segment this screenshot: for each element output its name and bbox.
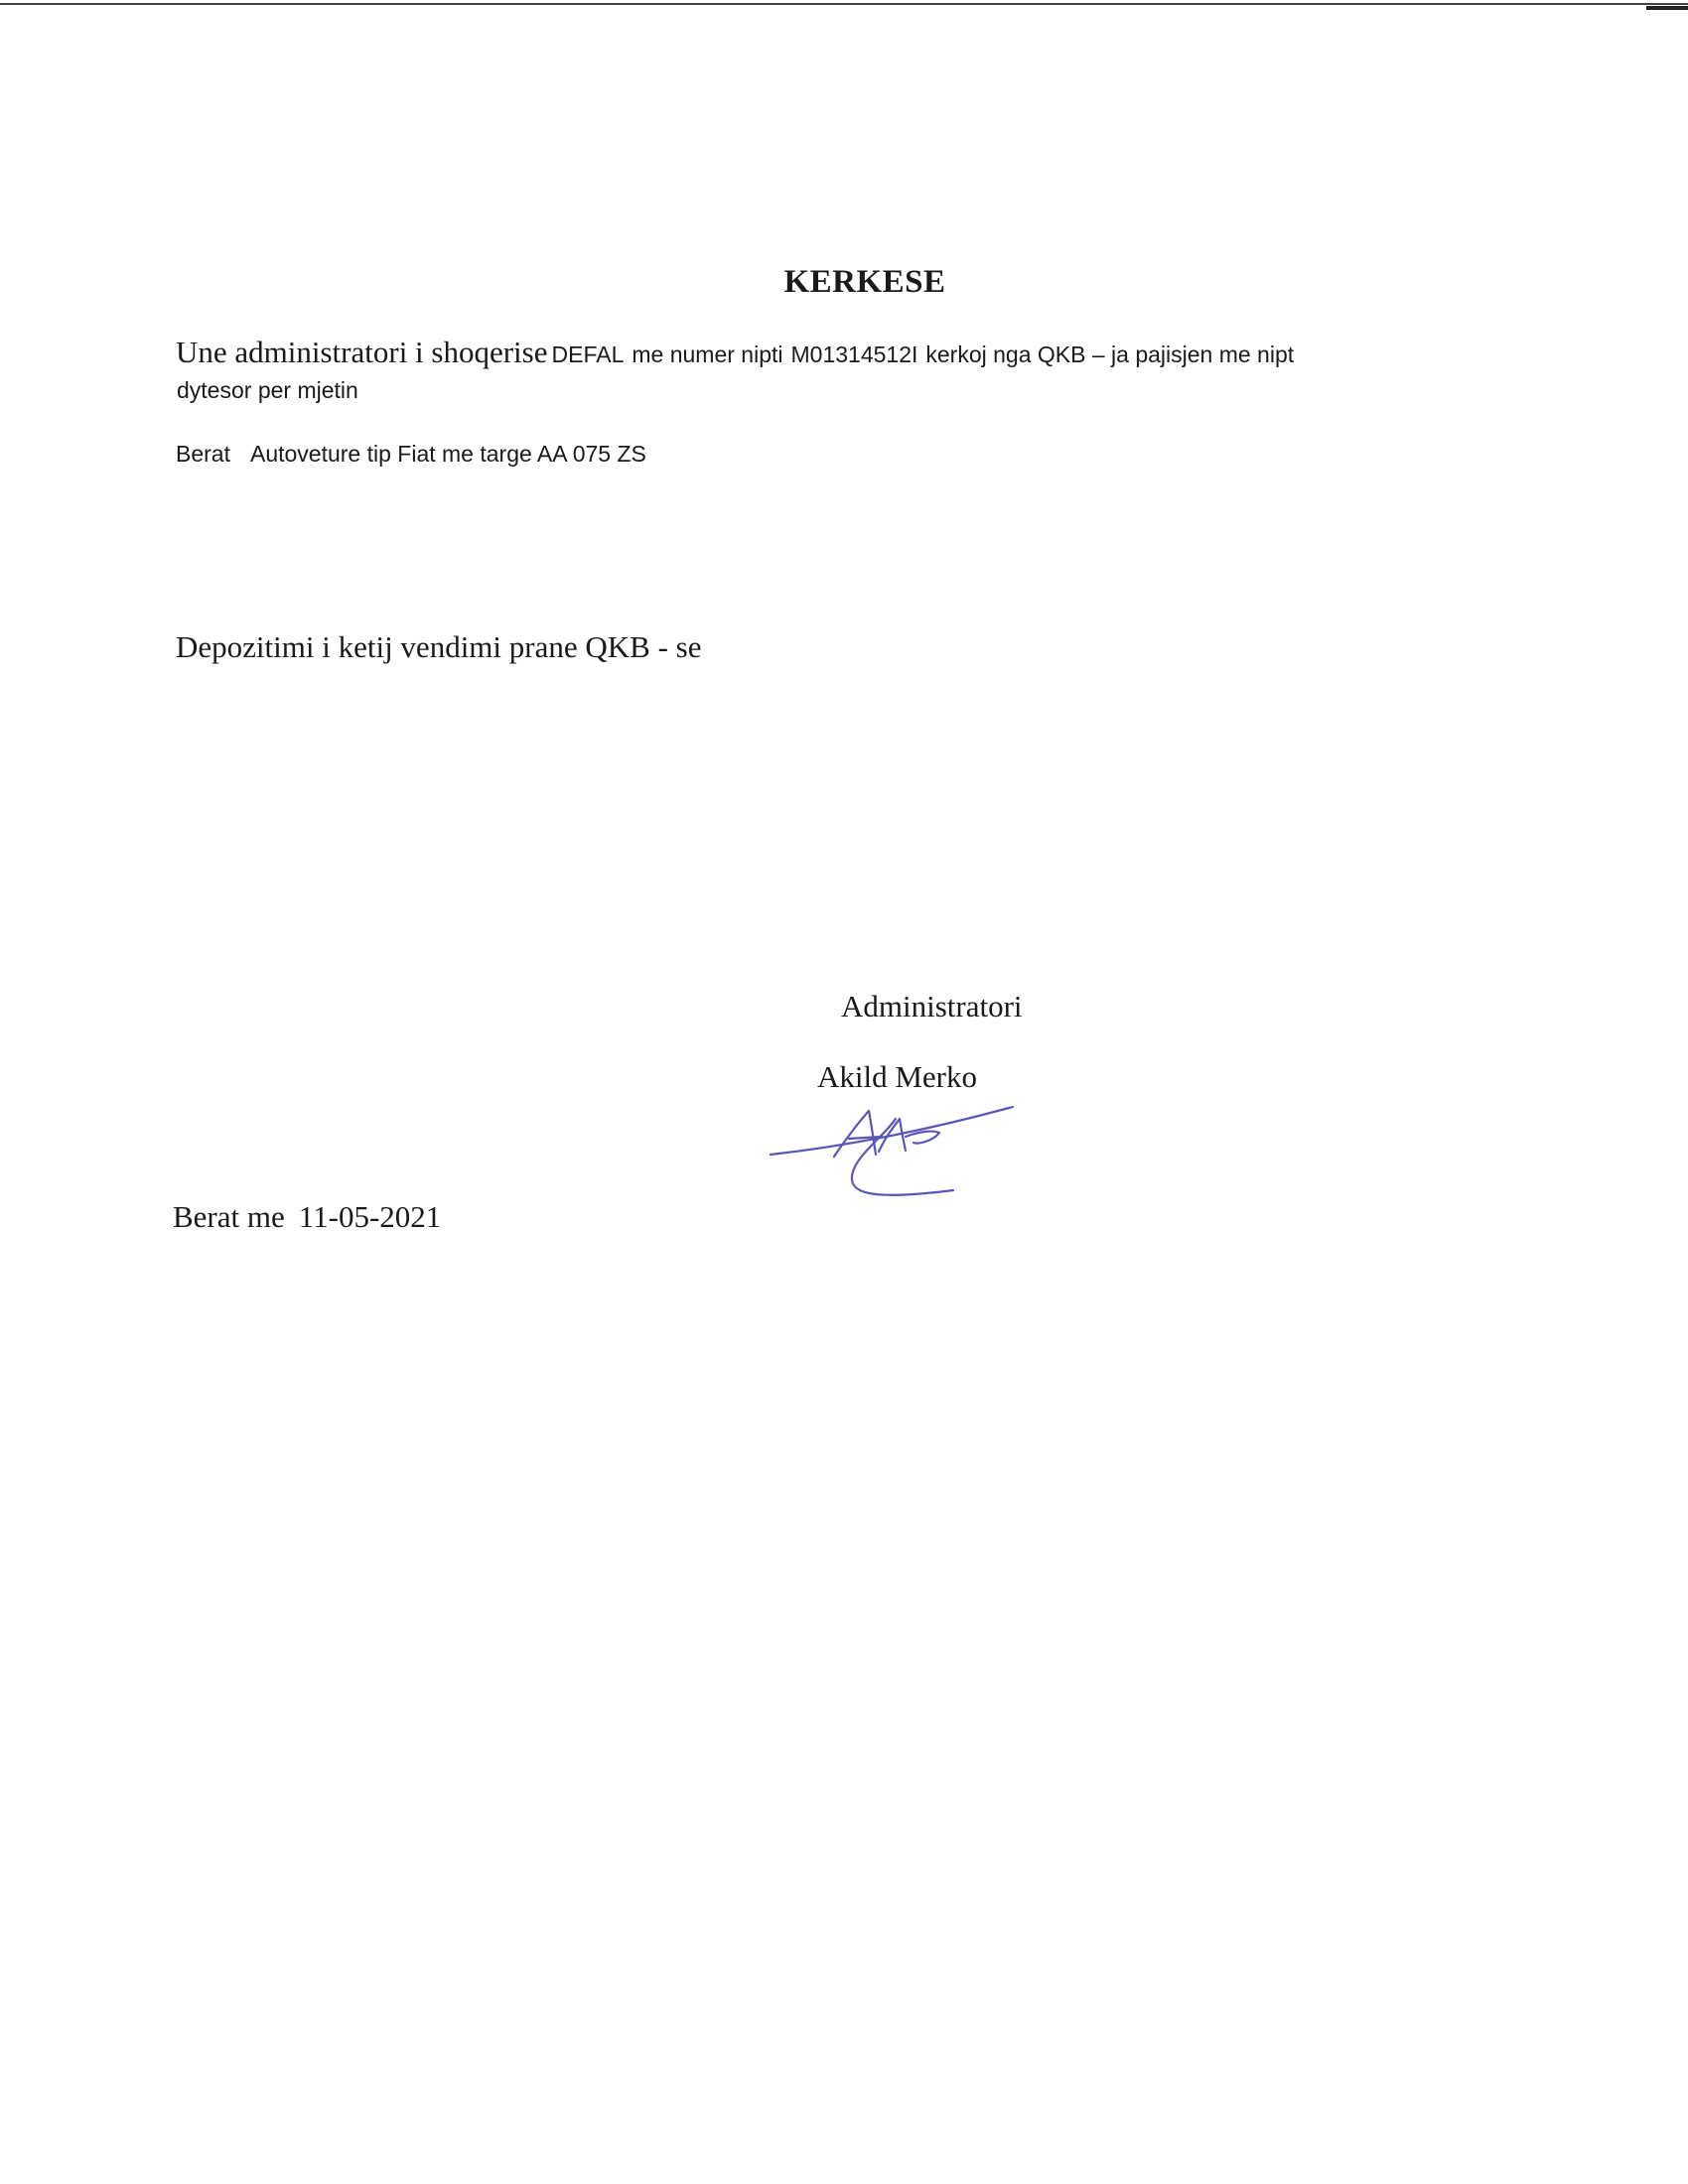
handwritten-signature [765, 1097, 1023, 1216]
request-continuation: dytesor per mjetin [177, 377, 358, 403]
nipt-number: M01314512I [790, 341, 918, 367]
document-title: KERKESE [783, 264, 946, 300]
request-intro: Une administratori i shoqerise [176, 335, 548, 369]
vehicle-line [176, 441, 646, 468]
scan-corner-mark [1646, 6, 1688, 10]
nipt-label: me numer nipti [632, 341, 783, 367]
date: 11-05-2021 [298, 1199, 442, 1234]
vehicle-location: Berat [176, 441, 230, 467]
signatory-name: Akild Merko [817, 1059, 978, 1094]
request-text: kerkoj nga QKB – ja pajisjen me nipt [925, 341, 1295, 367]
request-line [176, 335, 1294, 370]
signatory-role: Administratori [841, 989, 1023, 1024]
vehicle-description: Autoveture tip Fiat me targe AA 075 ZS [249, 441, 646, 467]
place-and-date [173, 1199, 441, 1235]
company-name: DEFAL [551, 341, 625, 367]
deposit-line: Depozitimi i ketij vendimi prane QKB - se [176, 629, 702, 664]
place: Berat me [173, 1199, 285, 1234]
scan-top-edge [0, 3, 1688, 5]
